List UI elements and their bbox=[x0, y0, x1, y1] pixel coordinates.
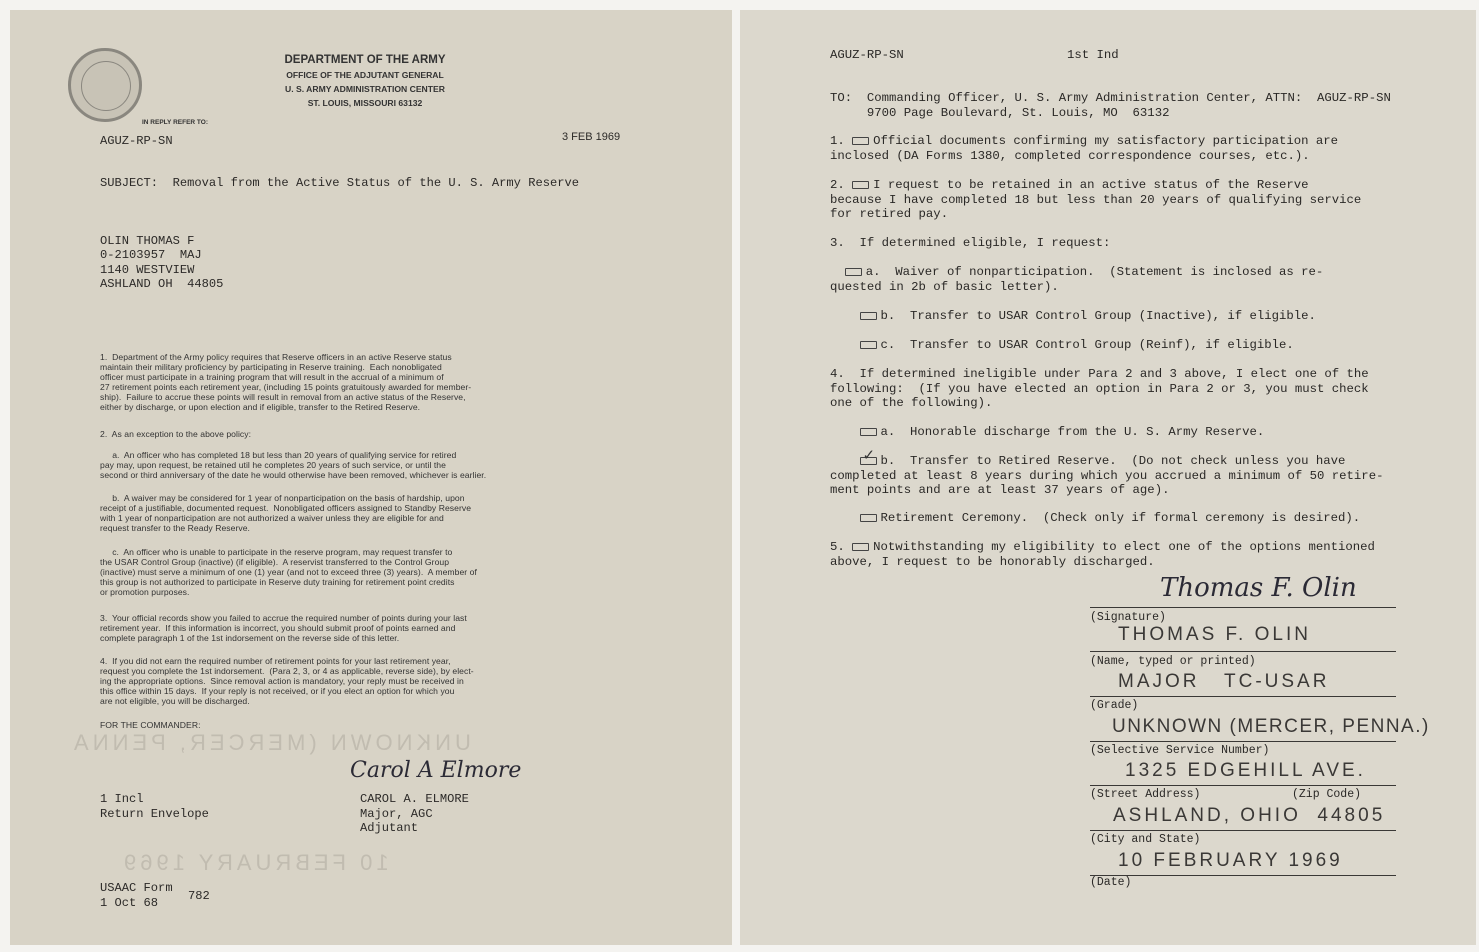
grade-field[interactable]: MAJOR TC-USAR bbox=[1118, 671, 1330, 692]
bleed-through-text: 10 FEBRUARY 1969 bbox=[120, 850, 389, 875]
item-4: 4. If determined ineligible under Para 2 and 3 above, I elect one of the following: (If you have elected an option in Para 2 or 3, you must check one of the following). bbox=[830, 367, 1369, 411]
selective-service-label: (Selective Service Number) bbox=[1090, 744, 1270, 757]
reference-code: AGUZ-RP-SN bbox=[100, 134, 173, 148]
item-4a bbox=[830, 425, 1264, 440]
reference-code: AGUZ-RP-SN bbox=[830, 48, 904, 62]
to-address: TO: Commanding Officer, U. S. Army Administration Center, ATTN: AGUZ-RP-SN 9700 Page Boulevard, St. Louis, MO 63132 bbox=[830, 91, 1391, 120]
item-4a-text: a. Honorable discharge from the U. S. Army Reserve. bbox=[880, 425, 1265, 439]
name-line bbox=[1090, 651, 1396, 652]
grade-line bbox=[1090, 696, 1396, 697]
addressee-name: OLIN THOMAS F bbox=[100, 234, 195, 248]
item-4c-checkbox[interactable] bbox=[860, 514, 877, 522]
paragraph-2b: b. A waiver may be considered for 1 year of nonparticipation on the basis of hardship, upon receipt of a justifiable, documented request. Nonobligated officers assigned to Standby Reserve with 1 year of nonparticipation are not authorized a waiver unless they are eligible for and request transfer to the Ready Reserve. bbox=[100, 493, 472, 533]
city-state-field[interactable]: ASHLAND, OHIO 44805 bbox=[1113, 805, 1386, 826]
form-label: USAAC Form bbox=[100, 881, 173, 895]
date-stamp: 3 FEB 1969 bbox=[562, 131, 621, 143]
form-date: 1 Oct 68 bbox=[100, 896, 159, 910]
item-5: 5. Notwithstanding my eligibility to elect one of the options mentioned above, I request to be honorably discharged. bbox=[830, 540, 1375, 569]
subject-line: SUBJECT: Removal from the Active Status of the U. S. Army Reserve bbox=[100, 176, 579, 190]
addressee-street: 1140 WESTVIEW bbox=[100, 263, 195, 277]
date-line bbox=[1090, 875, 1396, 876]
item-2-text: I request to be retained in an active status of the Reserve because I have completed 18 but less than 20 years of qualifying service for retired pay. bbox=[830, 178, 1362, 222]
bleed-through-text: UNKNOWN (MERCER, PENNA bbox=[70, 730, 471, 755]
item-4c bbox=[830, 511, 1360, 526]
item-3c-checkbox[interactable] bbox=[860, 341, 877, 349]
item-5-text: Notwithstanding my eligibility to elect one of the options mentioned above, I request to be honorably discharged. bbox=[830, 540, 1375, 569]
item-1-checkbox[interactable] bbox=[852, 137, 869, 145]
item-4b bbox=[830, 445, 1384, 498]
item-4b-checkbox-checked[interactable] bbox=[860, 445, 877, 465]
letterhead-center: U. S. ARMY ADMINISTRATION CENTER bbox=[285, 84, 445, 94]
letterhead-department: DEPARTMENT OF THE ARMY bbox=[284, 54, 446, 66]
member-signature[interactable]: Thomas F. Olin bbox=[1160, 573, 1357, 603]
street-address-label: (Street Address) bbox=[1090, 788, 1201, 801]
signer-name: CAROL A. ELMORE bbox=[360, 792, 469, 806]
date-label: (Date) bbox=[1090, 876, 1132, 889]
enclosure-count: 1 Incl bbox=[100, 792, 144, 806]
signature-line bbox=[1090, 607, 1396, 608]
signature-label: (Signature) bbox=[1090, 611, 1166, 624]
selective-service-line bbox=[1090, 741, 1396, 742]
form-number: 782 bbox=[188, 889, 210, 903]
street-address-field[interactable]: 1325 EDGEHILL AVE. bbox=[1125, 760, 1366, 781]
city-state-label: (City and State) bbox=[1090, 833, 1201, 846]
signer-title: Adjutant bbox=[360, 821, 419, 835]
item-4a-checkbox[interactable] bbox=[860, 428, 877, 436]
paragraph-4: 4. If you did not earn the required number of retirement points for your last retirement year, request you complete the 1st indorsement. (Para 2, 3, or 4 as applicable, reverse side), by elect- ing the appropriate options. Since removal action is mandatory, your reply must be received in this office within 15 days. If your reply is not received, or if you elect an option for which you are not eligible, you will be discharged. bbox=[100, 656, 474, 706]
item-3c bbox=[830, 338, 1294, 353]
item-1: 1. Official documents confirming my satisfactory participation are inclosed (DA Forms 1380, completed correspondence courses, etc.). bbox=[830, 134, 1339, 163]
department-of-defense-seal bbox=[68, 48, 142, 122]
date-field[interactable]: 10 FEBRUARY 1969 bbox=[1118, 850, 1343, 871]
letterhead-city: ST. LOUIS, MISSOURI 63132 bbox=[307, 98, 423, 108]
selective-service-field[interactable]: UNKNOWN (MERCER, PENNA.) bbox=[1112, 716, 1430, 737]
item-2-checkbox[interactable] bbox=[852, 181, 869, 189]
item-1-text: Official documents confirming my satisfactory participation are inclosed (DA Forms 1380, completed correspondence courses, etc.). bbox=[830, 134, 1339, 163]
item-3a bbox=[830, 265, 1323, 294]
indorsement-label: 1st Ind bbox=[1067, 48, 1119, 62]
commander-signature: Carol A Elmore bbox=[350, 758, 522, 783]
paragraph-2a: a. An officer who has completed 18 but less than 20 years of qualifying service for retired pay may, upon request, be retained util he completes 20 years of such service, or until the second or third anniversary of the date he would otherwise have been removed, whichever is earlier. bbox=[100, 450, 487, 480]
item-3b-checkbox[interactable] bbox=[860, 312, 877, 320]
letterhead-office: OFFICE OF THE ADJUTANT GENERAL bbox=[286, 70, 444, 80]
city-state-line bbox=[1090, 830, 1396, 831]
item-4b-text: b. Transfer to Retired Reserve. (Do not check unless you have completed at least 8 years during which you accrued a minimum of 50 retire- ment points and are at least 37 years of age). bbox=[830, 454, 1384, 498]
addressee-service-number: 0-2103957 MAJ bbox=[100, 248, 202, 262]
addressee-city: ASHLAND OH 44805 bbox=[100, 277, 224, 291]
for-the-commander: FOR THE COMMANDER: bbox=[100, 720, 201, 730]
street-address-line bbox=[1090, 785, 1396, 786]
item-5-checkbox[interactable] bbox=[852, 543, 869, 551]
checkmark-icon: ✓ bbox=[862, 445, 876, 464]
item-2: 2. I request to be retained in an active status of the Reserve because I have completed 18 but less than 20 years of qualifying service for retired pay. bbox=[830, 178, 1362, 222]
item-3: 3. If determined eligible, I request: bbox=[830, 236, 1111, 250]
first-indorsement-page bbox=[740, 10, 1476, 945]
paragraph-3: 3. Your official records show you failed to accrue the required number of points during your last retirement year. If this information is incorrect, you should submit proof of points earned and complete paragraph 1 of the 1st indorsement on the reverse side of this letter. bbox=[100, 613, 467, 643]
paragraph-2c: c. An officer who is unable to participate in the reserve program, may request transfer to the USAR Control Group (inactive) (if eligible). A reservist transferred to the Control Group (inactive) must serve a minimum of one (1) year (and not to exceed three (3) years). A member of this group is not authorized to participate in Reserve duty training for retirement point credits or promotion purposes. bbox=[100, 547, 477, 597]
paragraph-1: 1. Department of the Army policy requires that Reserve officers in an active Reserve status maintain their military proficiency by participating in Reserve training. Each nonobligated officer must participate in a training program that will result in the accrual of a minimum of 27 retirement points each retirement year, (including 15 points gratuitously awarded for member- ship). Failure to accrue these points will result in removal from an active status of the Reserve, either by discharge, or upon election and if eligible, transfer to the Retired Reserve. bbox=[100, 352, 472, 412]
basic-letter-page bbox=[10, 10, 732, 945]
item-3b-text: b. Transfer to USAR Control Group (Inactive), if eligible. bbox=[880, 309, 1316, 323]
item-3a-text: a. Waiver of nonparticipation. (Statement is inclosed as re- quested in 2b of basic letter). bbox=[830, 265, 1324, 294]
zip-code-label: (Zip Code) bbox=[1292, 788, 1362, 801]
name-label: (Name, typed or printed) bbox=[1090, 655, 1256, 668]
paragraph-2: 2. As an exception to the above policy: bbox=[100, 429, 252, 439]
grade-label: (Grade) bbox=[1090, 699, 1139, 712]
item-3a-checkbox[interactable] bbox=[845, 268, 862, 276]
name-field[interactable]: THOMAS F. OLIN bbox=[1118, 624, 1311, 645]
item-3c-text: c. Transfer to USAR Control Group (Reinf), if eligible. bbox=[880, 338, 1294, 352]
reply-refer-label: IN REPLY REFER TO: bbox=[142, 119, 208, 126]
enclosure-description: Return Envelope bbox=[100, 807, 209, 821]
item-3b bbox=[830, 309, 1316, 324]
item-4c-text: Retirement Ceremony. (Check only if formal ceremony is desired). bbox=[880, 511, 1361, 525]
signer-rank: Major, AGC bbox=[360, 807, 433, 821]
